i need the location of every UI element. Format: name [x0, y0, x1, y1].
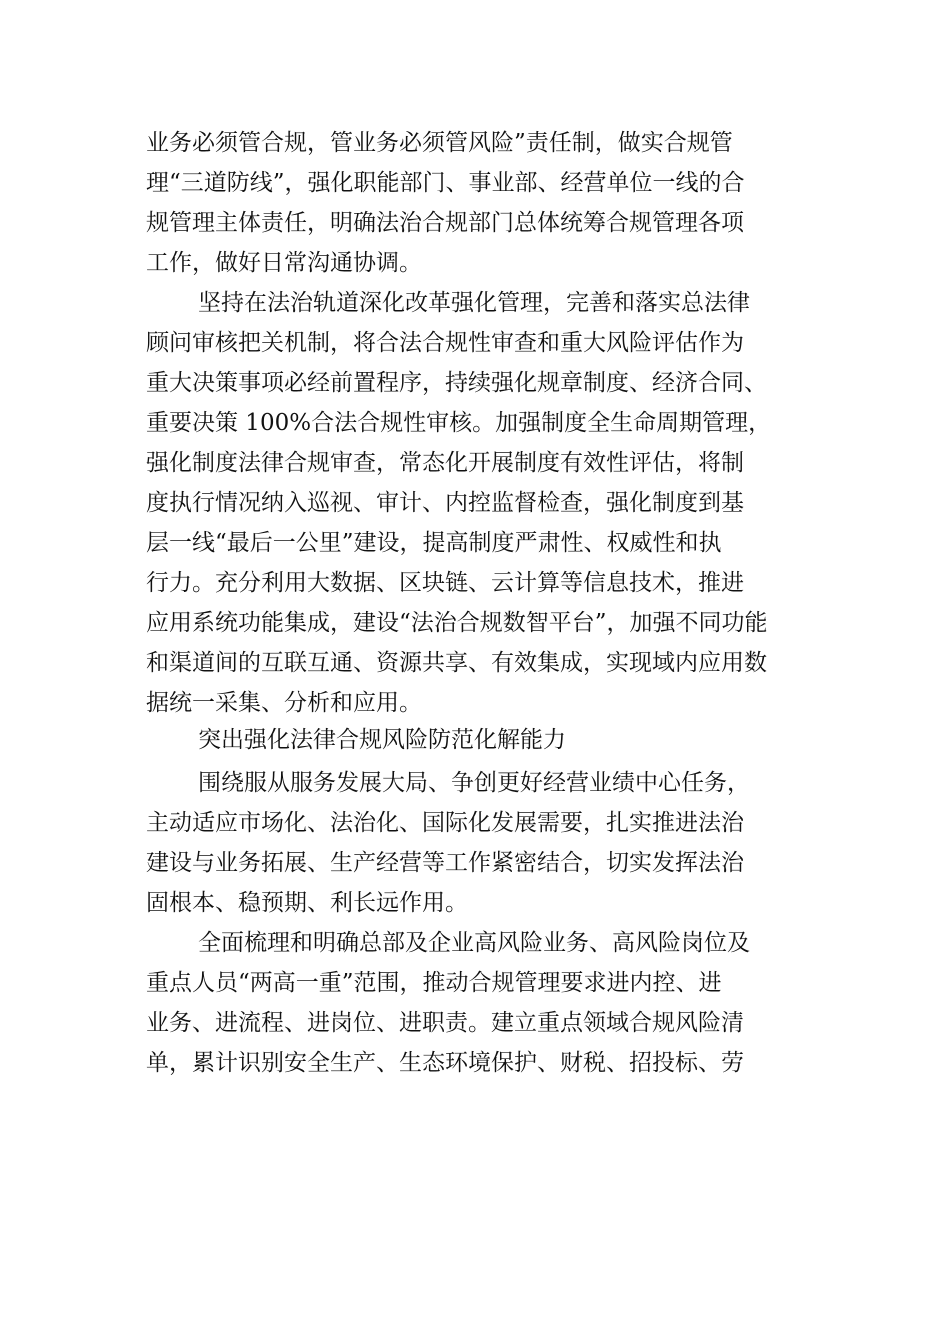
paragraph-line: 度执行情况纳入巡视、审计、内控监督检查，强化制度到基: [146, 490, 744, 516]
paragraph-line: 工作，做好日常沟通协调。: [146, 250, 422, 276]
paragraph-line: 业务必须管合规，管业务必须管风险”责任制，做实合规管: [146, 130, 733, 156]
paragraph-line: 重大决策事项必经前置程序，持续强化规章制度、经济合同、: [146, 370, 767, 396]
paragraph-line: 围绕服从服务发展大局、争创更好经营业绩中心任务，: [198, 770, 750, 796]
paragraph-line: 建设与业务拓展、生产经营等工作紧密结合，切实发挥法治: [146, 850, 744, 876]
paragraph-line: 理“三道防线”，强化职能部门、事业部、经营单位一线的合: [146, 170, 745, 196]
paragraph-line: 全面梳理和明确总部及企业高风险业务、高风险岗位及: [198, 930, 750, 956]
paragraph-line: 固根本、稳预期、利长远作用。: [146, 890, 468, 916]
paragraph-line: 坚持在法治轨道深化改革强化管理，完善和落实总法律: [198, 290, 750, 316]
paragraph-line: 重点人员“两高一重”范围，推动合规管理要求进内控、进: [146, 970, 722, 996]
paragraph-line: 单，累计识别安全生产、生态环境保护、财税、招投标、劳: [146, 1050, 744, 1076]
paragraph-line: 和渠道间的互联互通、资源共享、有效集成，实现域内应用数: [146, 650, 767, 676]
paragraph-line: 层一线“最后一公里”建设，提高制度严肃性、权威性和执: [146, 530, 722, 556]
paragraph-line: 重要决策 100%合法合规性审核。加强制度全生命周期管理，: [146, 410, 772, 436]
paragraph-line: 主动适应市场化、法治化、国际化发展需要，扎实推进法治: [146, 810, 744, 836]
paragraph-line: 据统一采集、分析和应用。: [146, 690, 422, 716]
section-heading: 突出强化法律合规风险防范化解能力: [198, 727, 566, 753]
paragraph-line: 顾问审核把关机制，将合法合规性审查和重大风险评估作为: [146, 330, 744, 356]
paragraph-line: 规管理主体责任，明确法治合规部门总体统筹合规管理各项: [146, 210, 744, 236]
paragraph-line: 应用系统功能集成，建设“法治合规数智平台”，加强不同功能: [146, 610, 768, 636]
paragraph-line: 行力。充分利用大数据、区块链、云计算等信息技术，推进: [146, 570, 744, 596]
paragraph-line: 业务、进流程、进岗位、进职责。建立重点领域合规风险清: [146, 1010, 744, 1036]
paragraph-line: 强化制度法律合规审查，常态化开展制度有效性评估，将制: [146, 450, 744, 476]
